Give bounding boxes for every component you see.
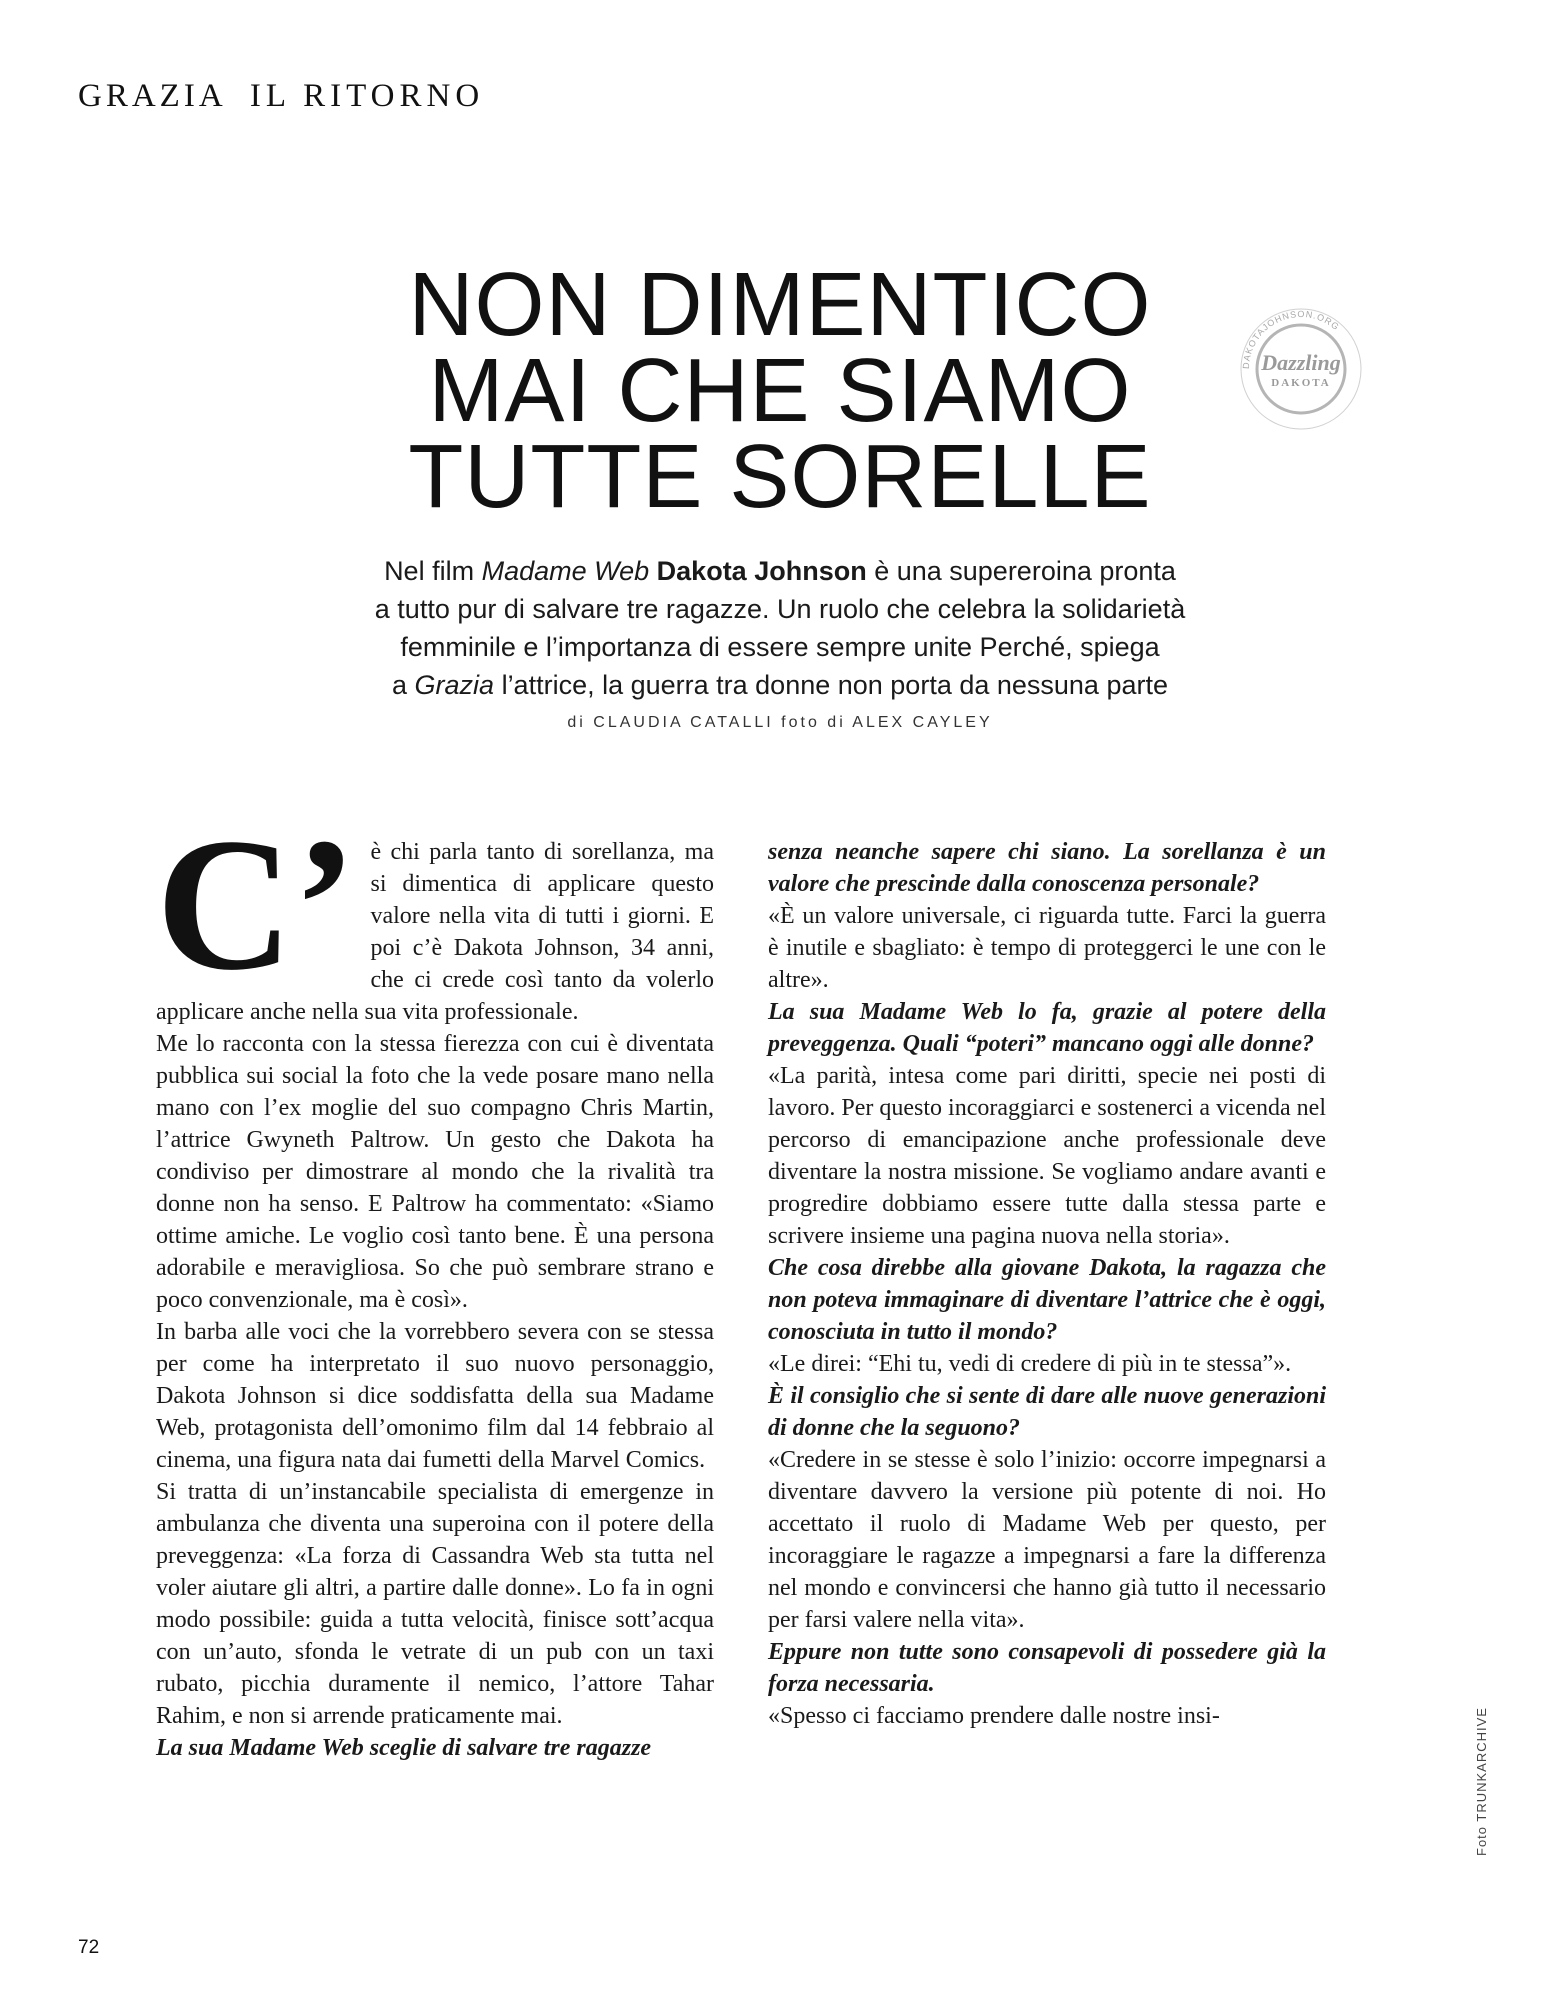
interview-answer: «È un valore universale, ci riguarda tutte. Farci la guerra è inutile e sbagliato: è tempo di proteggerci le une con le altre». — [768, 903, 1326, 993]
standfirst-line: a Grazia l’attrice, la guerra tra donne non porta da nessuna parte — [392, 670, 1168, 700]
interview-question: senza neanche sapere chi siano. La sorellanza è un valore che prescinde dalla conoscenza personale? — [768, 839, 1326, 897]
headline-line: TUTTE SORELLE — [408, 427, 1152, 527]
subject-name: Dakota Johnson — [656, 556, 867, 586]
paragraph: In barba alle voci che la vorrebbero severa con se stessa per come ha interpretato il suo nuovo personaggio, Dakota Johnson si dice soddisfatta della sua Madame Web, protagonista dell’omonimo film dal 14 febbraio al cinema, una figura nata dai fumetti della Marvel Comics. — [156, 1319, 714, 1473]
interview-question: Eppure non tutte sono consapevoli di possedere già la forza necessaria. — [768, 1639, 1326, 1697]
interview-answer: «Le direi: “Ehi tu, vedi di credere di più in te stessa”». — [768, 1351, 1292, 1377]
section-title: IL RITORNO — [249, 78, 485, 114]
byline: di CLAUDIA CATALLI foto di ALEX CAYLEY — [567, 714, 993, 731]
interview-answer: «La parità, intesa come pari diritti, specie nei posti di lavoro. Per questo incoraggiarci e sostenerci a vicenda nel percorso di emancipazione anche professionale deve diventare la nostra missione. Se vogliamo andare avanti e progredire dobbiamo essere tutte dalla stessa parte e scrivere insieme una pagina nuova nella storia». — [768, 1063, 1326, 1249]
watermark-url: DAKOTAJOHNSON.ORG — [1240, 308, 1342, 370]
magazine-name: Grazia — [414, 670, 495, 700]
standfirst-line: femminile e l’importanza di essere sempre unite Perché, spiega — [400, 632, 1160, 662]
interview-question: È il consiglio che si sente di dare alle nuove generazioni di donne che la seguono? — [768, 1383, 1326, 1441]
article-column-1 — [156, 800, 714, 1764]
paragraph: Me lo racconta con la stessa fierezza con cui è diventata pubblica sui social la foto che la vede posare mano nella mano con l’ex moglie del suo compagno Chris Martin, l’attrice Gwyneth Paltrow. Un gesto che Dakota ha condiviso per dimostrare al mondo che la rivalità tra donne non ha senso. E Paltrow ha commentato: «Siamo ottime amiche. Le voglio così tanto bene. È una persona adorabile e meravigliosa. So che può sembrare strano e poco convenzionale, ma è così». — [156, 1031, 714, 1313]
interview-question: La sua Madame Web lo fa, grazie al potere della preveggenza. Quali “poteri” mancano oggi alle donne? — [768, 999, 1326, 1057]
photo-credit: Foto TRUNKARCHIVE — [1474, 1707, 1489, 1856]
standfirst — [0, 552, 1560, 704]
drop-cap: C’ — [156, 800, 357, 1010]
interview-answer: «Spesso ci facciamo prendere dalle nostre insi- — [768, 1703, 1220, 1729]
watermark-stamp — [1236, 304, 1366, 434]
interview-question: La sua Madame Web sceglie di salvare tre ragazze — [156, 1735, 652, 1761]
standfirst-line: a tutto pur di salvare tre ragazze. Un ruolo che celebra la solidarietà — [374, 594, 1186, 624]
interview-answer: «Credere in se stesse è solo l’inizio: occorre impegnarsi a diventare davvero la versione più potente di noi. Ho accettato il ruolo di Madame Web per questo, per incoraggiare le ragazze a impegnarsi a fare la differenza nel mondo e convincersi che hanno già tutto il necessario per farsi valere nella vita». — [768, 1447, 1326, 1633]
interview-question: Che cosa direbbe alla giovane Dakota, la ragazza che non poteva immaginare di diventare l’attrice che è oggi, conosciuta in tutto il mondo? — [768, 1255, 1326, 1345]
page-number: 72 — [78, 1937, 100, 1958]
headline-line: MAI CHE SIAMO — [428, 341, 1132, 441]
watermark-script: Dazzling — [1261, 350, 1341, 375]
watermark-name: DAKOTA — [1271, 377, 1331, 389]
paragraph: è chi parla tanto di sorellanza, ma si dimentica di applicare questo valore nella vita di tutti i giorni. E poi c’è Dakota Johnson, 34 anni, che ci crede così tanto da volerlo applicare anche nella sua vita professionale. — [156, 839, 714, 1025]
paragraph: Si tratta di un’instancabile specialista di emergenze in ambulanza che diventa una superoina con il potere della preveggenza: «La forza di Cassandra Web sta tutta nel voler aiutare gli altri, a partire dalle donne». Lo fa in ogni modo possibile: guida a tutta velocità, finisce sott’acqua con un’auto, sfonda le vetrate di un pub con un taxi rubato, picchia duramente il nemico, l’attore Tahar Rahim, e non si arrende praticamente mai. — [156, 1479, 714, 1729]
standfirst-line: Nel film Madame Web Dakota Johnson è una supereroina pronta — [384, 556, 1176, 586]
section-header — [78, 78, 484, 115]
headline-line: NON DIMENTICO — [408, 255, 1152, 355]
film-title: Madame Web — [481, 556, 650, 586]
article-column-2 — [768, 836, 1326, 1732]
magazine-brand: GRAZIA — [78, 78, 227, 114]
